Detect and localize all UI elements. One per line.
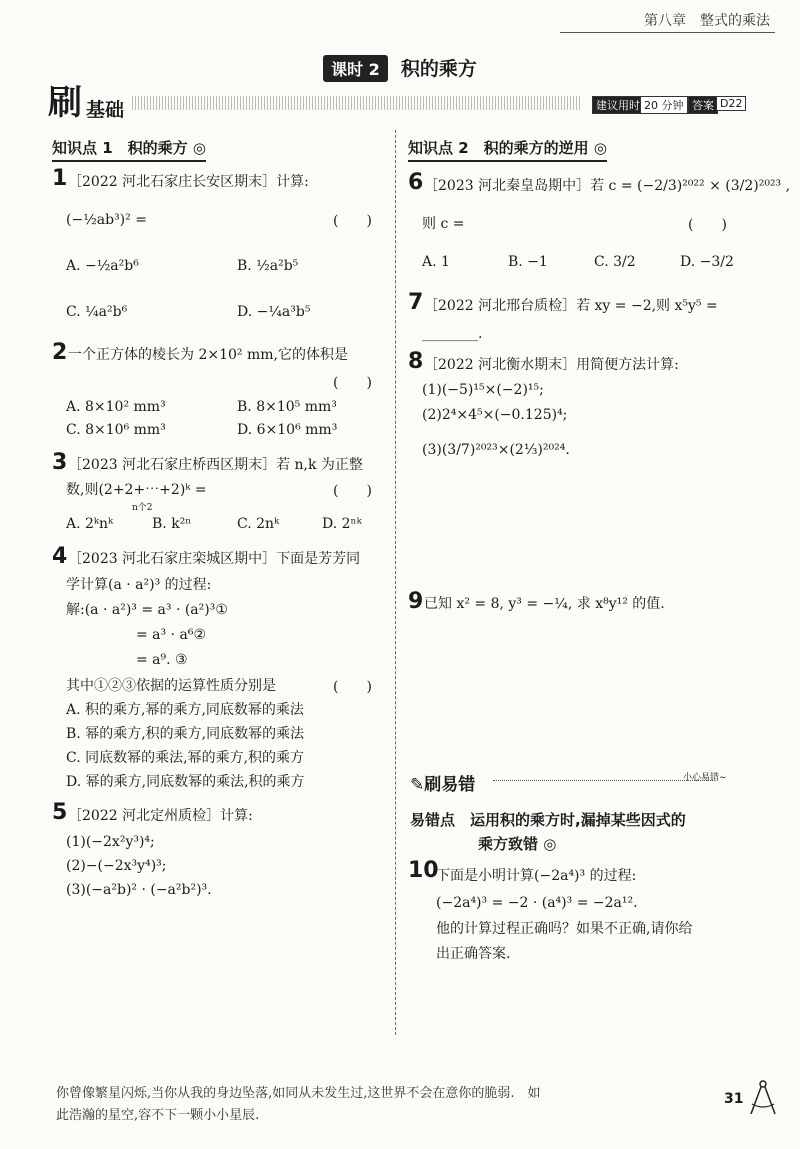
q1-option-c: C. ¼a²b⁶ bbox=[66, 304, 128, 320]
q4-question: 其中①②③依据的运算性质分别是 bbox=[66, 678, 276, 694]
q2-option-a: A. 8×10² mm³ bbox=[66, 399, 166, 415]
q8-number: 8 bbox=[408, 349, 424, 374]
knowledge-point-1 bbox=[52, 137, 206, 162]
q1-number: 1 bbox=[52, 166, 68, 191]
q7-number: 7 bbox=[408, 290, 424, 315]
q3-number: 3 bbox=[52, 450, 68, 475]
q4-option-a: A. 积的乘方,幂的乘方,同底数幂的乘法 bbox=[66, 702, 304, 718]
footer-quote bbox=[56, 1083, 716, 1127]
q5-part-1: (1)(−2x²y³)⁴; bbox=[66, 834, 155, 850]
q1-answer-paren: ( ) bbox=[333, 213, 372, 229]
knowledge-point-2 bbox=[408, 137, 607, 162]
q10-text: 下面是小明计算(−2a⁴)³ 的过程: bbox=[436, 868, 637, 884]
q5-part-2: (2)−(−2x³y⁴)³; bbox=[66, 858, 167, 874]
q1-option-d: D. −¼a³b⁵ bbox=[237, 304, 311, 320]
q6-option-d: D. −3/2 bbox=[680, 254, 734, 270]
lesson-heading bbox=[0, 54, 800, 82]
q8-part-1: (1)(−5)¹⁵×(−2)¹⁵; bbox=[422, 382, 544, 398]
q10-step: (−2a⁴)³ = −2 · (a⁴)³ = −2a¹². bbox=[436, 895, 638, 911]
q2-answer-paren: ( ) bbox=[333, 375, 372, 391]
kp2-label: 知识点 2 积的乘方的逆用 bbox=[408, 139, 589, 157]
error-section-title bbox=[410, 770, 475, 795]
q8-part-3: (3)(3/7)²⁰²³×(2⅓)²⁰²⁴. bbox=[422, 442, 570, 458]
lesson-title: 积的乘方 bbox=[400, 58, 477, 80]
time-value: 20 分钟 bbox=[640, 96, 688, 114]
q4-option-c: C. 同底数幂的乘法,幂的乘方,积的乘方 bbox=[66, 750, 305, 766]
decorative-stripe bbox=[132, 96, 582, 110]
q4-step-1: 解:(a · a²)³ = a³ · (a²)³① bbox=[66, 602, 228, 618]
q4-answer-paren: ( ) bbox=[333, 679, 372, 695]
q6-number: 6 bbox=[408, 170, 424, 195]
q4-text-cont: 学计算(a · a²)³ 的过程: bbox=[66, 577, 212, 593]
q8-text: ［2022 河北衡水期末］用简便方法计算: bbox=[424, 357, 679, 373]
q1-expression: (−½ab³)² = bbox=[66, 212, 147, 228]
header-divider bbox=[560, 32, 775, 33]
q2-option-c: C. 8×10⁶ mm³ bbox=[66, 422, 166, 438]
compass-icon bbox=[746, 1078, 780, 1122]
q4-number: 4 bbox=[52, 544, 68, 569]
q3-option-c: C. 2nᵏ bbox=[237, 516, 280, 532]
error-kp-line1: 易错点 运用积的乘方时,漏掉某些因式的 bbox=[410, 811, 686, 829]
q3-text: ［2023 河北石家庄桥西区期末］若 n,k 为正整 bbox=[68, 457, 363, 473]
q4-text: ［2023 河北石家庄栾城区期中］下面是芳芳同 bbox=[68, 551, 361, 567]
q4-step-3: = a⁹. ③ bbox=[136, 652, 188, 668]
q7-text: ［2022 河北邢台质检］若 xy = −2,则 x⁵y⁵ = bbox=[424, 298, 718, 314]
target-icon: ◎ bbox=[192, 139, 206, 157]
q10-question: 他的计算过程正确吗？如果不正确,请你给 bbox=[436, 921, 693, 937]
q6-text-cont: 则 c = bbox=[422, 216, 465, 232]
q1-option-a: A. −½a²b⁶ bbox=[66, 258, 139, 274]
pencil-icon: ✎ bbox=[410, 775, 425, 795]
target-icon: ◎ bbox=[543, 835, 557, 853]
q9-number: 9 bbox=[408, 589, 424, 614]
section-title: 基础 bbox=[86, 99, 125, 121]
lesson-badge: 课时 2 bbox=[323, 55, 388, 82]
q5-part-3: (3)(−a²b)² · (−a²b²)³. bbox=[66, 882, 212, 898]
q4-option-b: B. 幂的乘方,积的乘方,同底数幂的乘法 bbox=[66, 726, 305, 742]
q3-text-cont: 数,则(2+2+⋯+2)ᵏ = bbox=[66, 482, 207, 498]
q1-text: ［2022 河北石家庄长安区期末］计算: bbox=[68, 174, 309, 190]
error-dotted-line bbox=[493, 780, 713, 781]
q6-option-a: A. 1 bbox=[422, 254, 450, 270]
time-label: 建议用时 bbox=[592, 96, 644, 114]
q5-text: ［2022 河北定州质检］计算: bbox=[68, 808, 253, 824]
error-kp-line2: 乘方致错 bbox=[478, 835, 539, 853]
q2-number: 2 bbox=[52, 340, 68, 365]
error-tip: 小心易错~ bbox=[683, 773, 727, 783]
footer-quote-line2: 此浩瀚的星空,容不下一颗小小星辰. bbox=[56, 1108, 260, 1123]
q6-option-c: C. 3/2 bbox=[594, 254, 636, 270]
column-divider bbox=[395, 130, 396, 1035]
page-number: 31 bbox=[724, 1091, 744, 1107]
q1-option-b: B. ½a²b⁵ bbox=[237, 258, 299, 274]
q3-option-d: D. 2ⁿᵏ bbox=[322, 516, 362, 532]
q10-question-cont: 出正确答案. bbox=[436, 946, 511, 962]
q9-text: 已知 x² = 8, y³ = −¼, 求 x⁸y¹² 的值. bbox=[424, 596, 665, 612]
section-mark: 刷 bbox=[48, 83, 82, 123]
q8-part-2: (2)2⁴×4⁵×(−0.125)⁴; bbox=[422, 407, 568, 423]
kp1-label: 知识点 1 积的乘方 bbox=[52, 139, 188, 157]
q2-option-b: B. 8×10⁵ mm³ bbox=[237, 399, 337, 415]
q7-answer-blank: ________. bbox=[422, 326, 483, 342]
q4-step-2: = a³ · a⁶② bbox=[136, 627, 206, 643]
q3-answer-paren: ( ) bbox=[333, 483, 372, 499]
q6-answer-paren: ( ) bbox=[688, 217, 727, 233]
q4-option-d: D. 幂的乘方,同底数幂的乘法,积的乘方 bbox=[66, 774, 305, 790]
q3-brace-label: n个2 bbox=[132, 503, 153, 513]
q2-option-d: D. 6×10⁶ mm³ bbox=[237, 422, 338, 438]
answer-label: 答案 bbox=[688, 96, 718, 114]
q10-number: 10 bbox=[408, 858, 439, 883]
q3-option-b: B. k²ⁿ bbox=[152, 516, 192, 532]
error-section-label: 刷易错 bbox=[424, 775, 476, 795]
q6-text: ［2023 河北秦皇岛期中］若 c = (−2/3)²⁰²² × (3/2)²⁰²³ , bbox=[424, 178, 791, 194]
q6-option-b: B. −1 bbox=[508, 254, 548, 270]
answer-page: D22 bbox=[716, 96, 746, 111]
footer-quote-line1: 你曾像繁星闪烁,当你从我的身边坠落,如同从未发生过,这世界不会在意你的脆弱. 如 bbox=[56, 1086, 541, 1101]
q5-number: 5 bbox=[52, 800, 68, 825]
target-icon: ◎ bbox=[593, 139, 607, 157]
q2-text: 一个正方体的棱长为 2×10² mm,它的体积是 bbox=[68, 347, 348, 363]
chapter-title: 第八章 整式的乘法 bbox=[644, 13, 770, 29]
q3-option-a: A. 2ᵏnᵏ bbox=[66, 516, 114, 532]
error-knowledge-point bbox=[410, 808, 686, 856]
